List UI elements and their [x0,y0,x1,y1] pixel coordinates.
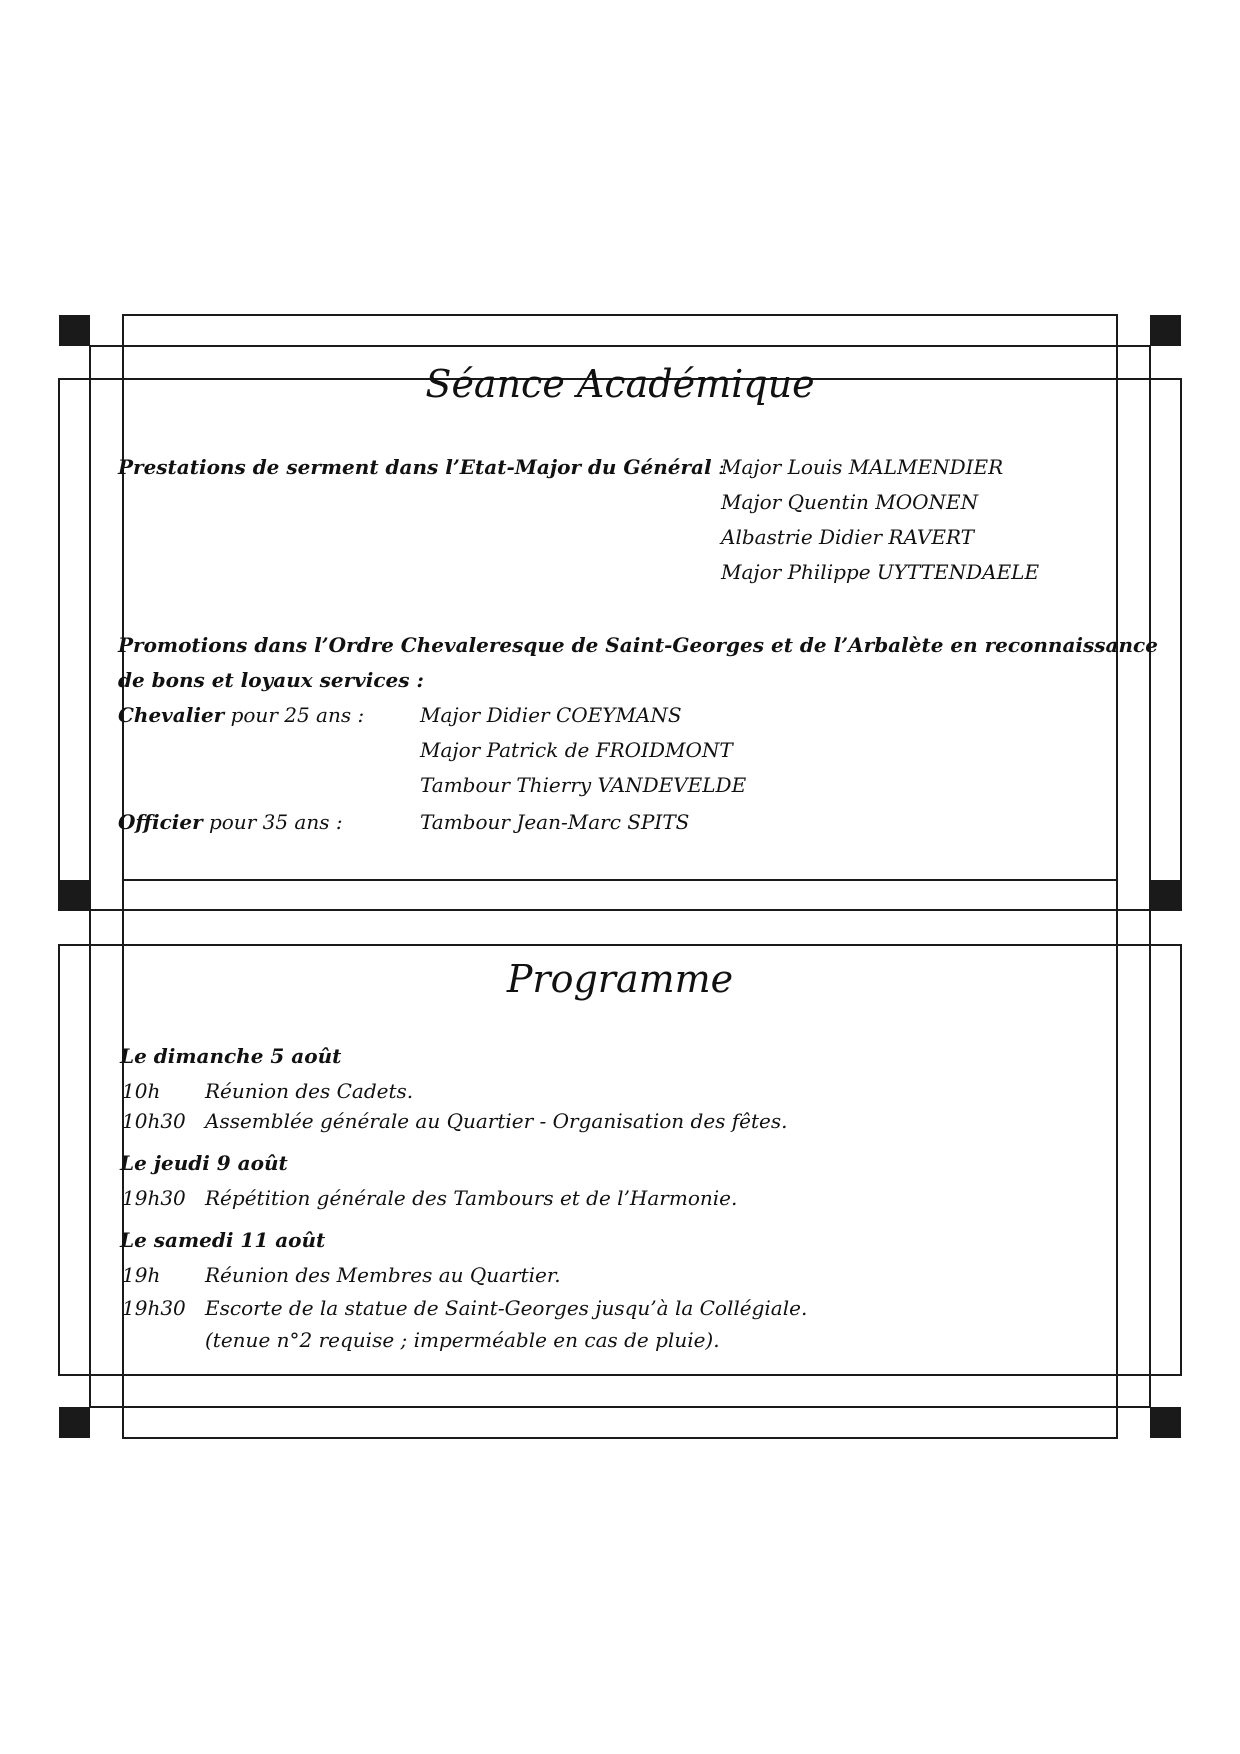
day-heading: Le dimanche 5 août [120,1044,342,1068]
seance-title: Séance Académique [425,362,815,406]
event-time: 10h [122,1079,161,1103]
chevalier-duration: pour 25 ans : [224,703,365,727]
prestation-name: Albastrie Didier RAVERT [721,525,974,549]
chevalier-label [118,703,364,727]
corner-square [1150,315,1181,346]
chevalier-rank: Chevalier [118,703,225,727]
officier-name: Tambour Jean-Marc SPITS [420,810,690,834]
prestation-name: Major Philippe UYTTENDAELE [721,560,1040,584]
event-time: 19h30 [122,1296,186,1320]
promotions-heading-line2: de bons et loyaux services : [118,668,424,692]
promotions-heading-line1: Promotions dans l’Ordre Chevaleresque de Saint-Georges et de l’Arbalète en reconnaissance [118,633,1158,657]
event-text: Escorte de la statue de Saint-Georges jusqu’à la Collégiale. [205,1296,808,1320]
day-heading: Le samedi 11 août [120,1228,326,1252]
day-heading: Le jeudi 9 août [120,1151,288,1175]
event-note: (tenue n°2 requise ; imperméable en cas de pluie). [205,1328,720,1352]
event-text: Assemblée générale au Quartier - Organisation des fêtes. [205,1109,788,1133]
programme-title: Programme [506,957,734,1001]
event-text: Réunion des Membres au Quartier. [205,1263,561,1287]
event-text: Réunion des Cadets. [205,1079,414,1103]
event-time: 10h30 [122,1109,186,1133]
corner-square [59,1407,90,1438]
prestations-heading-text: Prestations de serment dans l’Etat-Major du Général [118,455,712,479]
chevalier-name: Major Didier COEYMANS [420,703,682,727]
corner-square [59,880,90,911]
event-time: 19h [122,1263,161,1287]
event-text: Répétition générale des Tambours et de l’Harmonie. [205,1186,738,1210]
corner-square [1150,880,1181,911]
corner-square [1150,1407,1181,1438]
prestation-name: Major Louis MALMENDIER [721,455,1004,479]
prestations-heading [118,455,725,479]
chevalier-name: Tambour Thierry VANDEVELDE [420,773,747,797]
officier-duration: pour 35 ans : [202,810,343,834]
officier-rank: Officier [118,810,203,834]
corner-square [59,315,90,346]
prestations-colon: : [711,455,725,479]
officier-label [118,810,343,834]
prestation-name: Major Quentin MOONEN [721,490,979,514]
chevalier-name: Major Patrick de FROIDMONT [420,738,733,762]
event-time: 19h30 [122,1186,186,1210]
